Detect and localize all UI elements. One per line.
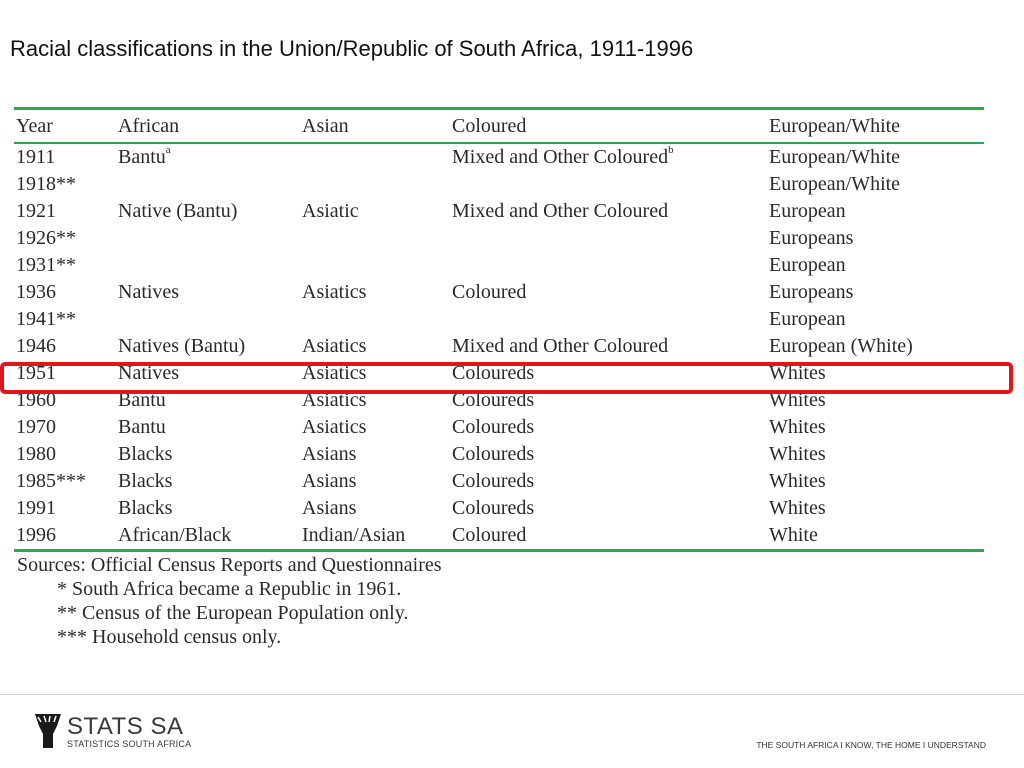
cell-asian: Asiatic [302,200,359,222]
cell-european-white: Europeans [769,281,854,303]
footnote-household-census: *** Household census only. [57,626,282,648]
cell-coloured: Coloured [452,524,527,546]
cell-year: 1936 [16,281,56,303]
cell-year: 1931** [16,254,76,276]
cell-european-white: Whites [769,389,826,411]
cell-asian [300,171,450,198]
cell-asian [300,144,450,171]
page-title: Racial classifications in the Union/Republic of South Africa, 1911-1996 [10,36,694,61]
cell-african: Blacks [118,470,173,492]
cell-coloured: Coloured [452,281,527,303]
cell-coloured: Coloureds [452,497,535,519]
cell-year: 1946 [16,335,56,357]
cell-asian: Asians [302,443,357,465]
table-row [14,495,984,522]
footnote-marker: b [668,144,674,157]
table-row [14,414,984,441]
table-row [14,279,984,306]
cell-year: 1960 [16,389,56,411]
footer-tagline: THE SOUTH AFRICA I KNOW, THE HOME I UNDERSTAND [756,740,986,750]
table-row [14,522,984,549]
cell-african: Native (Bantu) [118,200,238,222]
cell-coloured: Coloureds [452,389,535,411]
table-row [14,252,984,279]
cell-african: Natives (Bantu) [118,335,246,357]
cell-european-white: European/White [769,173,901,195]
cell-coloured: Coloureds [452,443,535,465]
table-row [14,441,984,468]
header-european-white: European/White [769,115,901,137]
cell-european-white: White [769,524,818,546]
table-body [14,144,984,549]
cell-year: 1918** [16,173,76,195]
cell-coloured [450,225,767,252]
cell-european-white: European/White [769,146,901,168]
footnote-republic: * South Africa became a Republic in 1961. [57,578,402,600]
table-row [14,306,984,333]
cell-european-white: European (White) [769,335,913,357]
header-coloured: Coloured [452,115,527,137]
cell-year: 1980 [16,443,56,465]
cell-coloured [450,171,767,198]
table-row [14,144,984,171]
cell-coloured [450,252,767,279]
footnote-marker: a [165,144,171,157]
cell-asian: Asiatics [302,389,367,411]
header-year: Year [16,115,53,137]
cell-coloured: Mixed and Other Coloured$^b$ [452,144,674,168]
census-table [14,110,984,549]
cell-european-white: European [769,200,846,222]
cell-asian [300,225,450,252]
cell-asian: Asiatics [302,335,367,357]
table-row [14,198,984,225]
cell-year: 1941** [16,308,76,330]
cell-year: 1985*** [16,470,86,492]
stats-sa-logo [33,712,191,752]
cell-african: Bantu$^a$ [118,144,171,168]
cell-year: 1996 [16,524,56,546]
logo-main-text: STATS SA [67,713,184,740]
cell-european-white: Whites [769,416,826,438]
cell-year: 1921 [16,200,56,222]
cell-african [116,306,300,333]
cell-african: African/Black [118,524,232,546]
cell-european-white: Whites [769,362,826,384]
cell-african [116,225,300,252]
cell-african: Blacks [118,497,173,519]
cell-european-white: Whites [769,497,826,519]
cell-african: Natives [118,281,180,303]
cell-african [116,171,300,198]
header-asian: Asian [302,115,349,137]
cell-asian [300,306,450,333]
cell-african: Bantu [118,389,166,411]
sources-note [17,553,442,649]
cell-african: Blacks [118,443,173,465]
footnote-european-census: ** Census of the European Population only. [57,602,409,624]
sources-label: Sources: Official Census Reports and Questionnaires [17,554,442,576]
cell-european-white: Europeans [769,227,854,249]
cell-african: Natives [118,362,180,384]
logo-sub-text: STATISTICS SOUTH AFRICA [67,739,192,749]
row-highlight-box [0,362,1013,394]
cell-coloured [450,306,767,333]
cell-european-white: European [769,254,846,276]
cell-year: 1951 [16,362,56,384]
table-bottom-rule [14,549,984,552]
cell-year: 1991 [16,497,56,519]
cell-asian: Indian/Asian [302,524,406,546]
cell-year: 1970 [16,416,56,438]
cell-asian: Asians [302,497,357,519]
cell-coloured: Coloureds [452,470,535,492]
cell-year: 1911 [16,146,56,168]
cell-european-white: Whites [769,443,826,465]
cell-asian: Asiatics [302,362,367,384]
table-row [14,468,984,495]
classification-table [14,107,984,552]
table-row [14,225,984,252]
cell-european-white: European [769,308,846,330]
cell-coloured: Mixed and Other Coloured [452,200,669,222]
table-header-row [14,110,984,142]
cell-asian: Asians [302,470,357,492]
cell-coloured: Coloureds [452,362,535,384]
header-african: African [118,115,180,137]
footer-divider [0,694,1024,695]
drum-logo-icon [33,712,63,752]
cell-asian: Asiatics [302,416,367,438]
cell-year: 1926** [16,227,76,249]
table-row [14,333,984,360]
cell-asian [300,252,450,279]
cell-african [116,252,300,279]
cell-european-white: Whites [769,470,826,492]
cell-coloured: Mixed and Other Coloured [452,335,669,357]
cell-asian: Asiatics [302,281,367,303]
table-row [14,171,984,198]
cell-coloured: Coloureds [452,416,535,438]
cell-african: Bantu [118,416,166,438]
